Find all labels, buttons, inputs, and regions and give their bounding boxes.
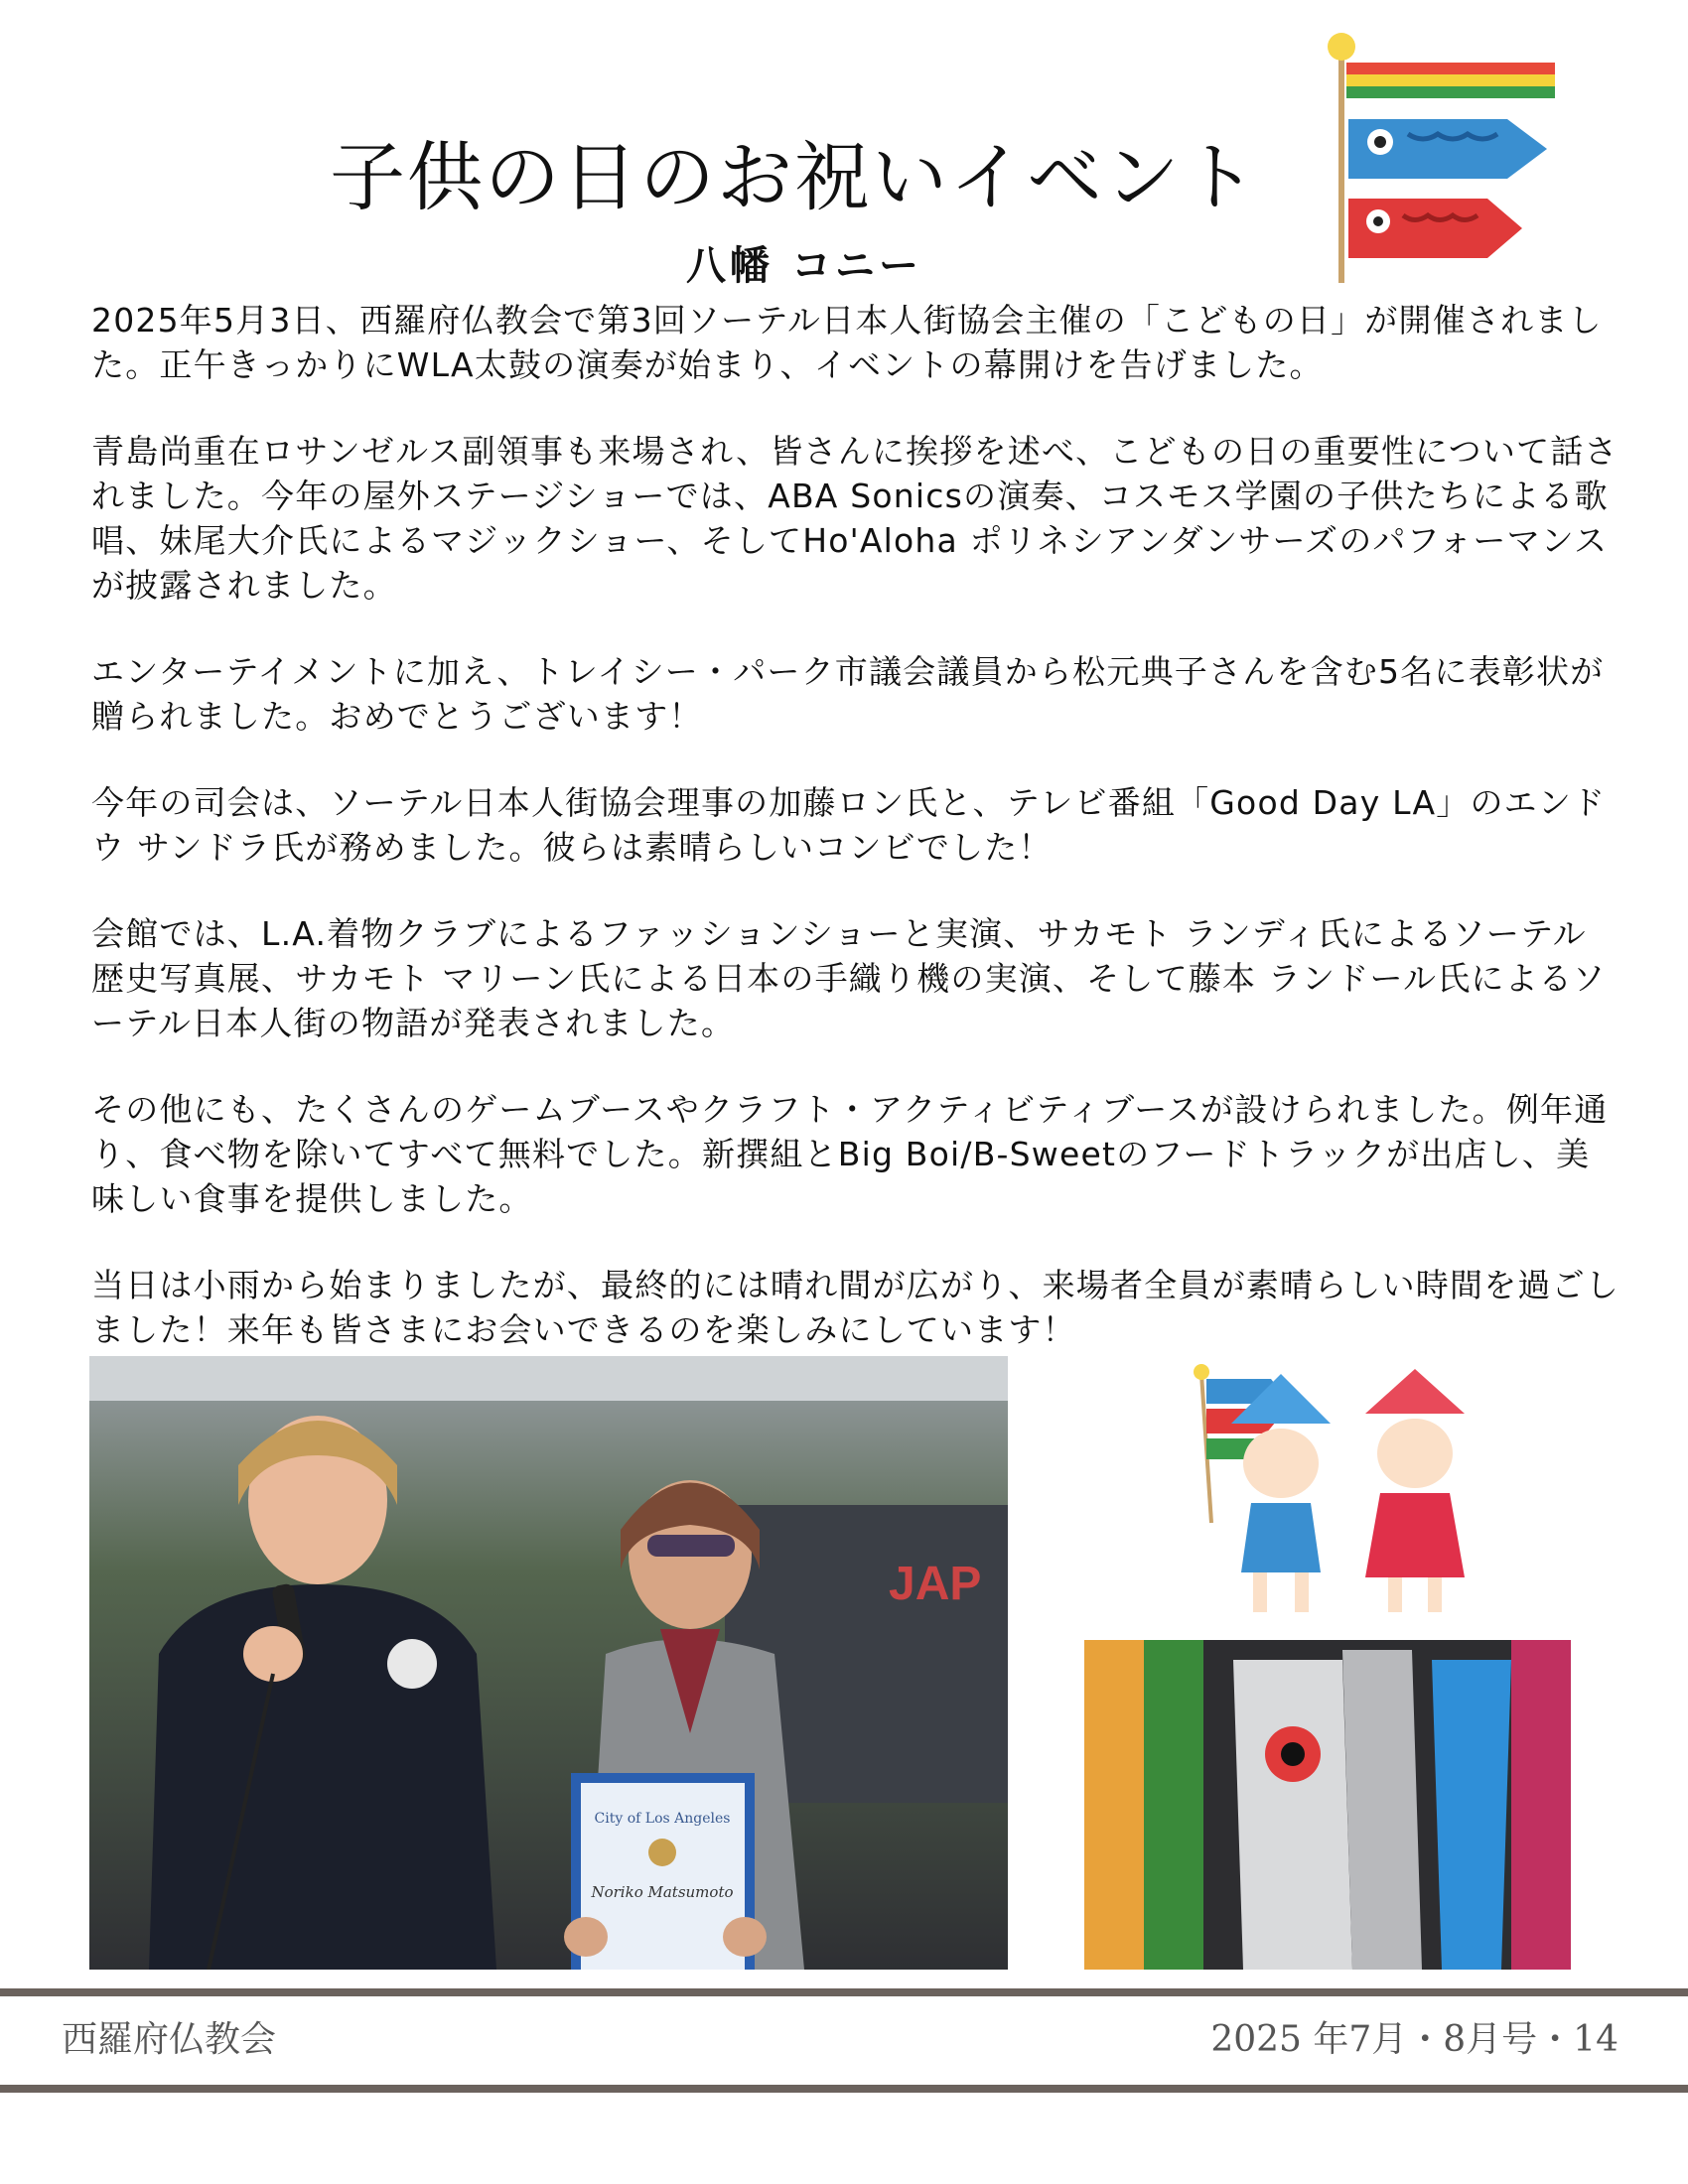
banner-text: JAP	[889, 1558, 982, 1610]
article-paragraph: 当日は小雨から始まりましたが、最終的には晴れ間が広がり、来場者全員が素晴らしい時間を過ごしました！来年も皆さまにお会いできるのを楽しみにしています！	[91, 1266, 1619, 1349]
koi-streamers-photo	[1084, 1640, 1571, 1970]
certificate-heading: City of Los Angeles	[594, 1811, 731, 1827]
article-body	[91, 298, 1620, 1394]
article-author: 八幡 コニー	[686, 243, 922, 289]
certificate-name: Noriko Matsumoto	[591, 1883, 734, 1901]
footer-divider-bottom	[0, 2085, 1688, 2093]
footer-organization: 西羅府仏教会	[62, 2019, 277, 2060]
article-paragraph: その他にも、たくさんのゲームブースやクラフト・アクティビティブースが設けられました。例年通り、食べ物を除いてすべて無料でした。新撰組とBig Boi/B-Sweetのフードトラックが出店し、美味しい食事を提供しました。	[91, 1090, 1609, 1218]
footer-issue-page: 2025 年7月・8月号・14	[1210, 2019, 1618, 2060]
koinobori-illustration	[1309, 25, 1577, 293]
article-paragraph: 今年の司会は、ソーテル日本人街協会理事の加藤ロン氏と、テレビ番組「Good Day LA」のエンドウ サンドラ氏が務めました。彼らは素晴らしいコンビでした！	[91, 783, 1607, 867]
article-title: 子供の日のお祝いイベント	[330, 133, 1259, 221]
article-paragraph: 会館では、L.A.着物クラブによるファッションショーと実演、サカモト ランディ氏によるソーテル歴史写真展、サカモト マリーン氏による日本の手織り機の実演、そして藤本 ランドール氏によるソーテル日本人街の物語が発表されました。	[91, 914, 1607, 1042]
footer-divider-top	[0, 1988, 1688, 1996]
award-presentation-photo	[89, 1356, 1008, 1970]
children-day-kids-illustration	[1162, 1354, 1519, 1627]
article-paragraph: 青島尚重在ロサンゼルス副領事も来場され、皆さんに挨拶を述べ、こどもの日の重要性について話されました。今年の屋外ステージショーでは、ABA Sonicsの演奏、コスモス学園の子供たちによる歌唱、妹尾大介氏によるマジックショー、そしてHo'Aloha ポリネシアンダンサーズのパフォーマンスが披露されました。	[91, 432, 1618, 605]
article-paragraph: 2025年5月3日、西羅府仏教会で第3回ソーテル日本人街協会主催の「こどもの日」が開催されました。正午きっかりにWLA太鼓の演奏が始まり、イベントの幕開けを告げました。	[91, 301, 1603, 384]
article-paragraph: エンターテイメントに加え、トレイシー・パーク市議会議員から松元典子さんを含む5名に表彰状が贈られました。おめでとうございます！	[91, 652, 1605, 736]
